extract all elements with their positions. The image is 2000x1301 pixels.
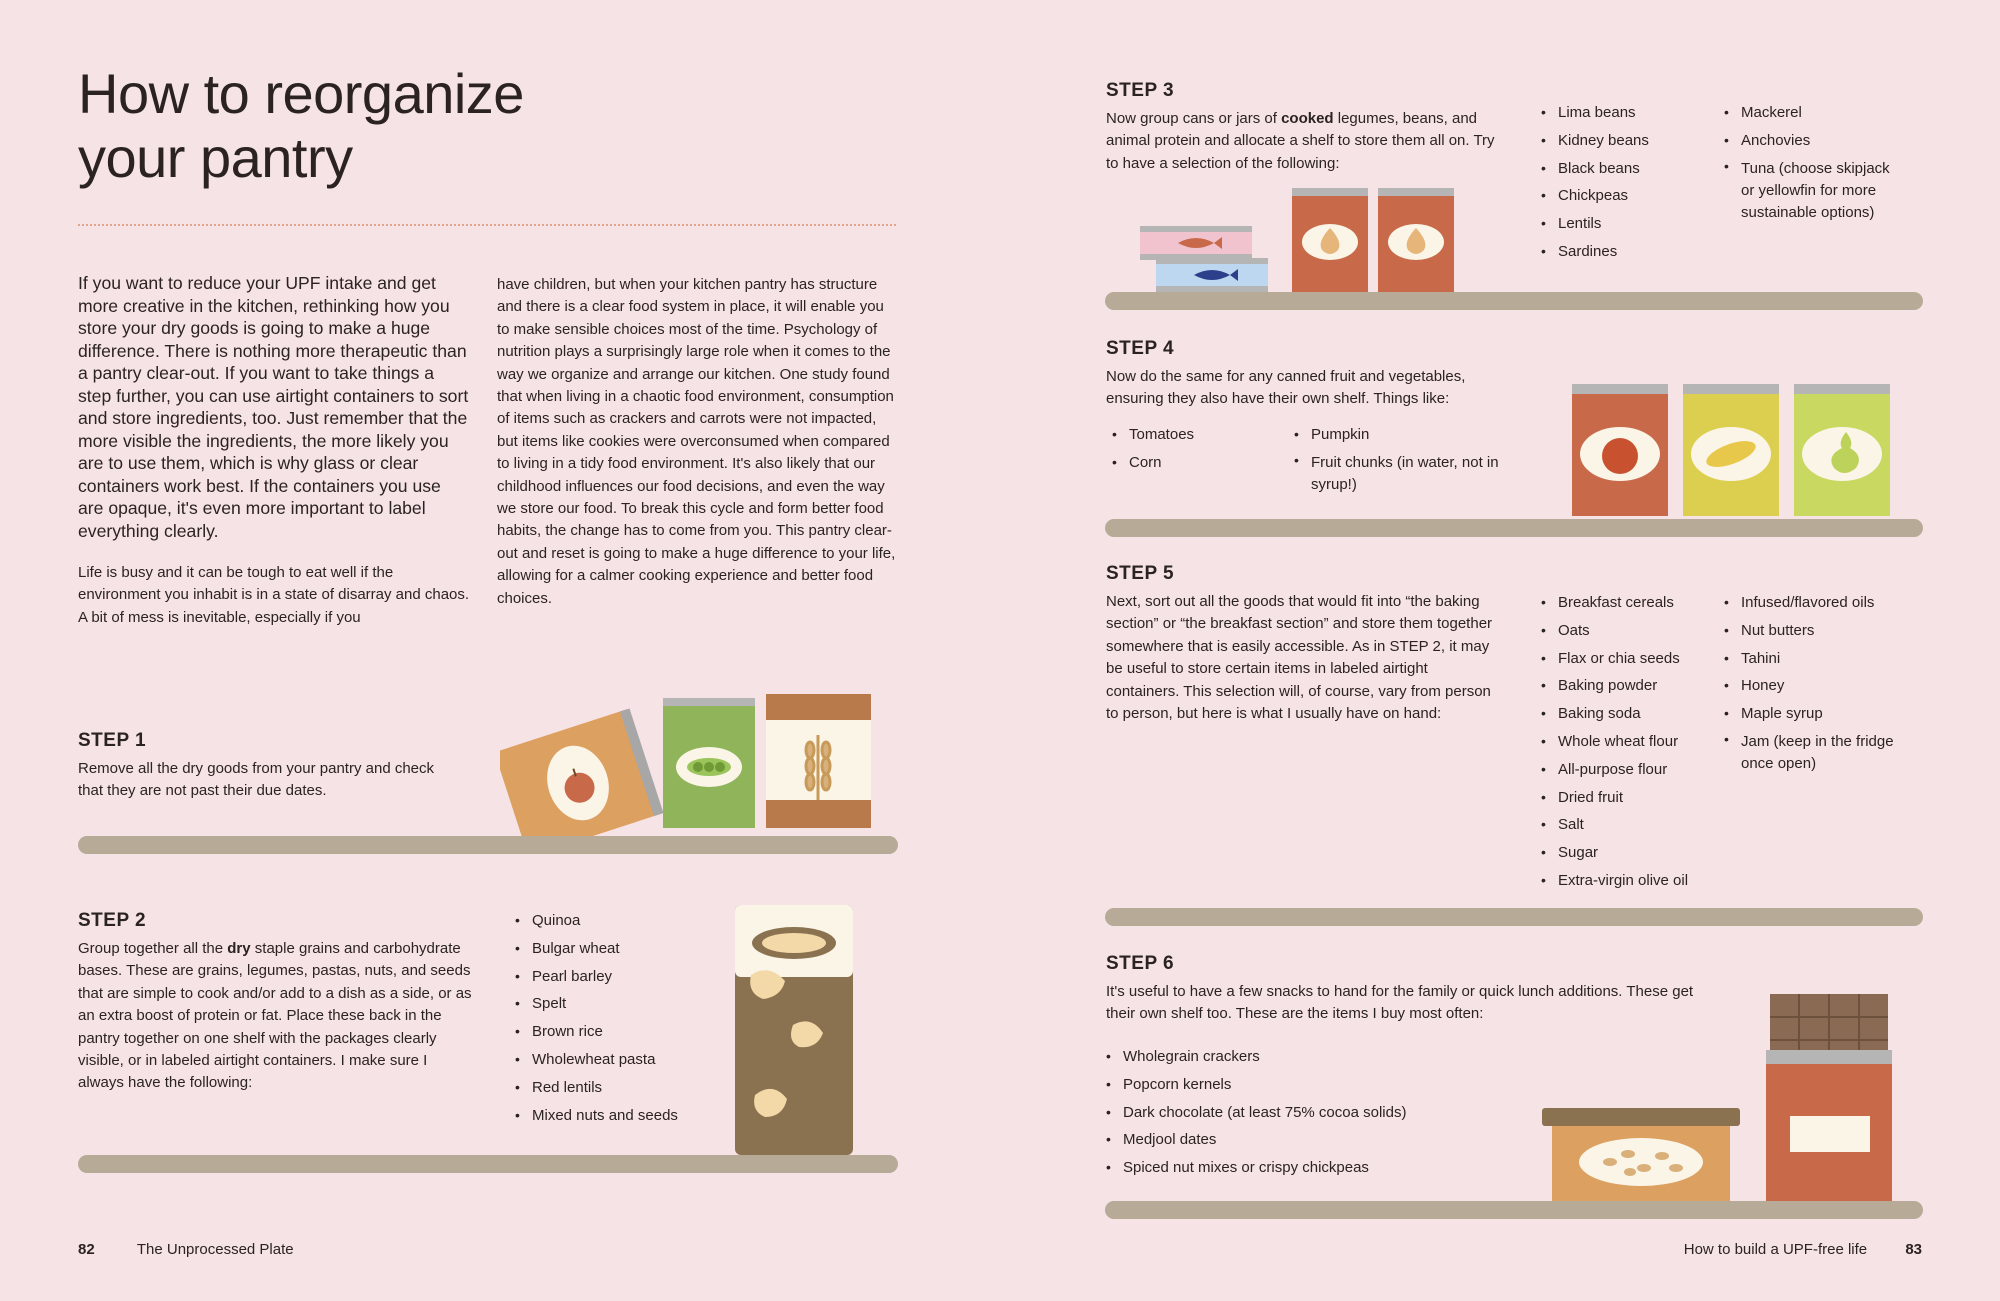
shelf-1 <box>78 836 898 854</box>
pasta-jar <box>733 905 855 1155</box>
intro-para-2: Life is busy and it can be tough to eat well if the environment you inhabit is in a state of disarray and chaos. A bit of mess is inevitable, especially if you <box>78 564 470 626</box>
chapter-title: How to build a UPF-free life <box>1683 1241 1868 1258</box>
step-4 <box>1106 338 1526 411</box>
step-6-illustration <box>1540 990 1895 1205</box>
step-5-title: STEP 5 <box>1106 563 1175 584</box>
apple-box <box>500 708 663 840</box>
step-2-text <box>78 938 473 1095</box>
step-3-text <box>1106 108 1511 175</box>
list-item: • Lima beans <box>1539 99 1709 127</box>
list-item: • Spelt <box>513 990 723 1018</box>
step-2-text-a: Group together all the <box>78 940 228 957</box>
fish-tin-bottom <box>1156 258 1268 292</box>
footer-right <box>1684 1241 1922 1258</box>
list-item: • Wholewheat pasta <box>513 1046 723 1074</box>
step-1 <box>78 730 438 803</box>
book-title: The Unprocessed Plate <box>136 1241 294 1258</box>
list-item: • Tuna (choose skipjack or yellowfin for more sustainable options) <box>1722 155 1892 225</box>
list-item: • Honey <box>1722 672 1902 700</box>
step-4-illustration <box>1570 382 1895 520</box>
flour-bag <box>766 694 871 828</box>
step-5-text: Next, sort out all the goods that would fit into “the baking section” or “the breakfast section” and store them together somewhere that is easily accessible. As in STEP 2, it may be useful to store certain items in labeled airtight containers. This selection will, of course, vary from person to person, but here is what I usually have on hand: <box>1106 593 1493 723</box>
list-item: • Bulgar wheat <box>513 935 723 963</box>
step-3-title: STEP 3 <box>1106 80 1175 101</box>
step-4-title: STEP 4 <box>1106 338 1175 359</box>
list-item: • Corn <box>1110 449 1260 477</box>
footer-left <box>78 1241 294 1258</box>
step-3-list-2 <box>1722 99 1892 225</box>
step-5-list-2 <box>1722 589 1902 776</box>
step-3-list-1 <box>1539 99 1709 266</box>
step-6-list <box>1104 1043 1484 1182</box>
list-item: • Dried fruit <box>1539 784 1714 812</box>
list-item: • Brown rice <box>513 1018 723 1046</box>
peas-icon <box>687 758 731 776</box>
step-5-list-1 <box>1539 589 1714 895</box>
list-item: • Tahini <box>1722 645 1902 673</box>
list-item: • Red lentils <box>513 1074 723 1102</box>
fish-tin-top <box>1140 226 1252 260</box>
list-item: • Chickpeas <box>1539 182 1709 210</box>
list-item: • Sugar <box>1539 839 1714 867</box>
peas-can <box>663 698 755 828</box>
list-item: • Jam (keep in the fridge once open) <box>1722 728 1902 776</box>
list-item: • Infused/flavored oils <box>1722 589 1902 617</box>
title-line-2: your pantry <box>78 126 353 189</box>
step-6-title: STEP 6 <box>1106 953 1175 974</box>
step-3-text-bold: cooked <box>1281 110 1334 127</box>
list-item: • All-purpose flour <box>1539 756 1714 784</box>
page-number-left: 82 <box>78 1241 95 1258</box>
snack-can <box>1766 1064 1892 1204</box>
pear-can <box>1794 384 1890 516</box>
list-item: • Sardines <box>1539 238 1709 266</box>
step-2-text-b: staple grains and carbohydrate bases. These are grains, legumes, pastas, nuts, and seeds that are simple to cook and/or add to a dish as a side, or as an extra boost of protein or fat. Place these back in the pantry together on one shelf with the packages clearly visible, or in labeled airtight containers. I make sure I always have the following: <box>78 940 472 1092</box>
step-2-title: STEP 2 <box>78 910 147 931</box>
step-3 <box>1106 80 1511 175</box>
step-2-list <box>513 907 723 1129</box>
intro-lead: If you want to reduce your UPF intake and get more creative in the kitchen, rethinking how you store your dry goods is going to make a huge difference. There is nothing more therapeutic than a pantry clear-out. If you want to take things a step further, you can use airtight containers to sort and store ingredients, too. Just remember that the more visible the ingredients, the more likely you are to use them, which is why glass or clear containers work best. If the containers you use are opaque, it's even more important to label everything clearly. <box>78 273 469 541</box>
list-item: • Mixed nuts and seeds <box>513 1102 723 1130</box>
list-item: • Mackerel <box>1722 99 1892 127</box>
tomato-can <box>1572 384 1668 516</box>
dotted-divider <box>78 224 896 226</box>
list-item: • Baking soda <box>1539 700 1714 728</box>
step-3-text-a: Now group cans or jars of <box>1106 110 1282 127</box>
step-1-text: Remove all the dry goods from your pantry and check that they are not past their due dates. <box>78 760 435 800</box>
tomato-icon <box>1602 438 1638 474</box>
list-item: • Baking powder <box>1539 672 1714 700</box>
list-item: • Popcorn kernels <box>1104 1071 1484 1099</box>
list-item: • Medjool dates <box>1104 1126 1484 1154</box>
step-3-illustration <box>1138 186 1458 296</box>
list-item: • Nut butters <box>1722 617 1902 645</box>
chocolate-bar <box>1766 994 1892 1064</box>
list-item: • Flax or chia seeds <box>1539 645 1714 673</box>
step-3-text-b: legumes, beans, and animal protein and allocate a shelf to store them all on. Try to have a selection of the following: <box>1106 110 1495 172</box>
shelf-2 <box>78 1155 898 1173</box>
step-2 <box>78 910 473 1095</box>
bean-can-2 <box>1378 188 1454 292</box>
shelf-3 <box>1105 292 1923 310</box>
corn-can <box>1683 384 1779 516</box>
list-item: • Kidney beans <box>1539 127 1709 155</box>
shelf-5 <box>1105 908 1923 926</box>
step-4-list-1 <box>1110 421 1260 477</box>
list-item: • Breakfast cereals <box>1539 589 1714 617</box>
step-1-illustration <box>500 690 890 840</box>
list-item: • Quinoa <box>513 907 723 935</box>
step-6-text: It's useful to have a few snacks to hand for the family or quick lunch additions. These get their own shelf too. These are the items I buy most often: <box>1106 983 1694 1023</box>
step-4-list-2 <box>1292 421 1502 497</box>
list-item: • Lentils <box>1539 210 1709 238</box>
list-item: • Pumpkin <box>1292 421 1502 449</box>
list-item: • Dark chocolate (at least 75% cocoa solids) <box>1104 1099 1484 1127</box>
intro-column-1 <box>78 272 470 629</box>
list-item: • Anchovies <box>1722 127 1892 155</box>
wheat-icon <box>806 735 830 800</box>
list-item: • Spiced nut mixes or crispy chickpeas <box>1104 1154 1484 1182</box>
nuts-container <box>1542 1108 1740 1203</box>
list-item: • Pearl barley <box>513 963 723 991</box>
bean-can-1 <box>1292 188 1368 292</box>
step-5 <box>1106 563 1496 725</box>
step-1-title: STEP 1 <box>78 730 147 751</box>
list-item: • Wholegrain crackers <box>1104 1043 1484 1071</box>
list-item: • Fruit chunks (in water, not in syrup!) <box>1292 449 1502 497</box>
list-item: • Oats <box>1539 617 1714 645</box>
list-item: • Whole wheat flour <box>1539 728 1714 756</box>
step-2-text-bold: dry <box>227 940 251 957</box>
list-item: • Tomatoes <box>1110 421 1260 449</box>
step-4-text: Now do the same for any canned fruit and vegetables, ensuring they also have their own shelf. Things like: <box>1106 368 1466 408</box>
list-item: • Black beans <box>1539 155 1709 183</box>
list-item: • Salt <box>1539 811 1714 839</box>
shelf-4 <box>1105 519 1923 537</box>
list-item: • Extra-virgin olive oil <box>1539 867 1714 895</box>
title-line-1: How to reorganize <box>78 62 524 125</box>
shelf-6 <box>1105 1201 1923 1219</box>
list-item: • Maple syrup <box>1722 700 1902 728</box>
page-title <box>78 62 778 190</box>
page-number-right: 83 <box>1905 1241 1922 1258</box>
intro-column-2: have children, but when your kitchen pantry has structure and there is a clear food system in place, it will enable you to make sensible choices most of the time. Psychology of nutrition plays a surprisingly large role when it comes to the way we organize and arrange our kitchen. One study found that when living in a chaotic food environment, consumption of items such as crackers and carrots were not impacted, but items like cookies were overconsumed when compared to living in a tidy food environment. It's also likely that our childhood influences our food decisions, and even the way we store our food. To break this cycle and form better food habits, the change has to come from you. This pantry clear-out and reset is going to make a huge difference to your life, allowing for a calmer cooking experience and better food choices. <box>497 276 896 607</box>
